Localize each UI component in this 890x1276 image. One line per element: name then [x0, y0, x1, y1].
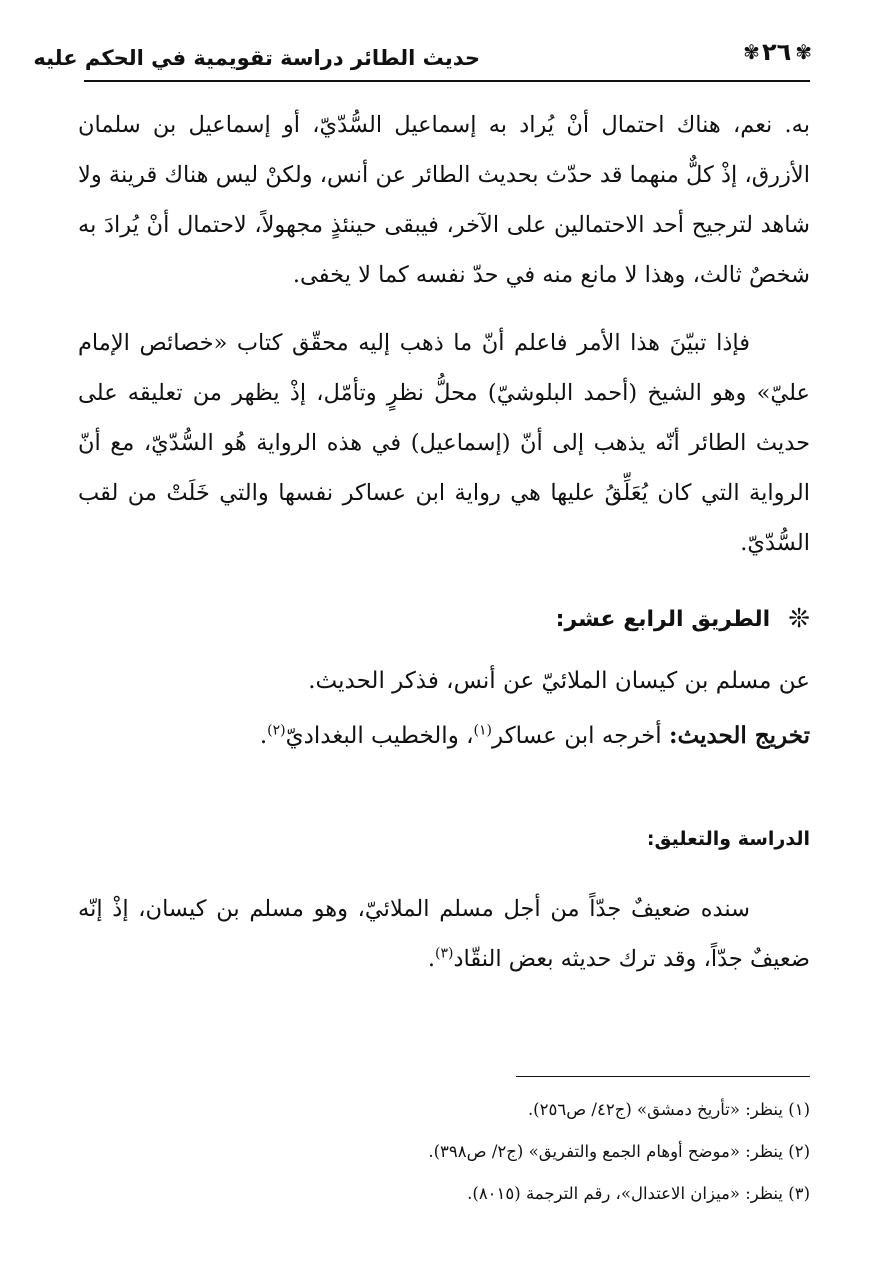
footnote-ref-3[interactable]: (٣) [435, 945, 454, 962]
page-number [743, 38, 810, 66]
sub-heading: الدراسة والتعليق: [646, 828, 810, 850]
star-bullet-icon: ❊ [788, 604, 810, 634]
page-number-value: ٢٦ [761, 38, 792, 66]
footnote-3: (٣) ينظر: «ميزان الاعتدال»، رقم الترجمة (٨٠١٥). [467, 1184, 810, 1203]
narration-line: عن مسلم بن كيسان الملائيّ عن أنس، فذكر الحديث. [308, 668, 810, 694]
footnote-separator [516, 1076, 810, 1077]
footnote-1: (١) ينظر: «تأريخ دمشق» (ج٤٢/ ص٢٥٦). [527, 1100, 810, 1119]
paragraph-2: فإذا تبيّنَ هذا الأمر فاعلم أنّ ما ذهب إليه محقّق كتاب «خصائص الإمام عليّ» وهو الشيخ (أحمد البلوشيّ) محلُّ نظرٍ وتأمّل، إذْ يظهر من تعليقه على حديث الطائر أنّه يذهب إلى أنّ (إسماعيل) في هذه الرواية هُو السُّدّيّ، مع أنّ الرواية التي كان يُعَلِّقُ عليها هي رواية ابن عساكر نفسها والتي خَلَتْ من لقب السُّدّيّ. [78, 330, 810, 556]
ornament-icon: ✾ [743, 40, 758, 64]
paragraph-3-end: . [427, 946, 436, 972]
section-heading-text: الطريق الرابع عشر: [555, 606, 771, 632]
takhrij-text-1: أخرجه ابن عساكر [492, 723, 669, 749]
section-heading [556, 604, 810, 634]
footnote-2: (٢) ينظر: «موضح أوهام الجمع والتفريق» (ج٢/ ص٣٩٨). [428, 1142, 810, 1161]
takhrij-text-2: ، والخطيب البغداديّ [285, 723, 474, 749]
running-header [33, 38, 810, 82]
takhrij-line [260, 722, 810, 749]
takhrij-label: تخريج الحديث: [669, 722, 810, 749]
footnote-ref-2[interactable]: (٢) [267, 722, 286, 739]
paragraph-1: به. نعم، هناك احتمال أنْ يُراد به إسماعيل السُّدّيّ، أو إسماعيل بن سلمان الأزرق، إذْ كلٌّ منهما قد حدّث بحديث الطائر عن أنس، ولكنْ ليس هناك قرينة ولا شاهد لترجيح أحد الاحتمالين على الآخر، فيبقى حينئذٍ مجهولاً، لاحتمال أنْ يُرادَ به شخصٌ ثالث، وهذا لا مانع منه في حدّ نفسه كما لا يخفى. [78, 112, 810, 288]
paragraph-3 [78, 884, 810, 984]
takhrij-end: . [259, 723, 268, 749]
footnote-ref-1[interactable]: (١) [473, 722, 493, 739]
header-title: حديث الطائر دراسة تقويمية في الحكم عليه [33, 46, 480, 70]
paragraph-3-text: سنده ضعيفٌ جدّاً من أجل مسلم الملائيّ، وهو مسلم بن كيسان، إذْ إنّه ضعيفٌ جدّاً، وقد ترك حديثه بعض النقّاد [78, 896, 810, 972]
ornament-icon: ✾ [795, 40, 810, 64]
